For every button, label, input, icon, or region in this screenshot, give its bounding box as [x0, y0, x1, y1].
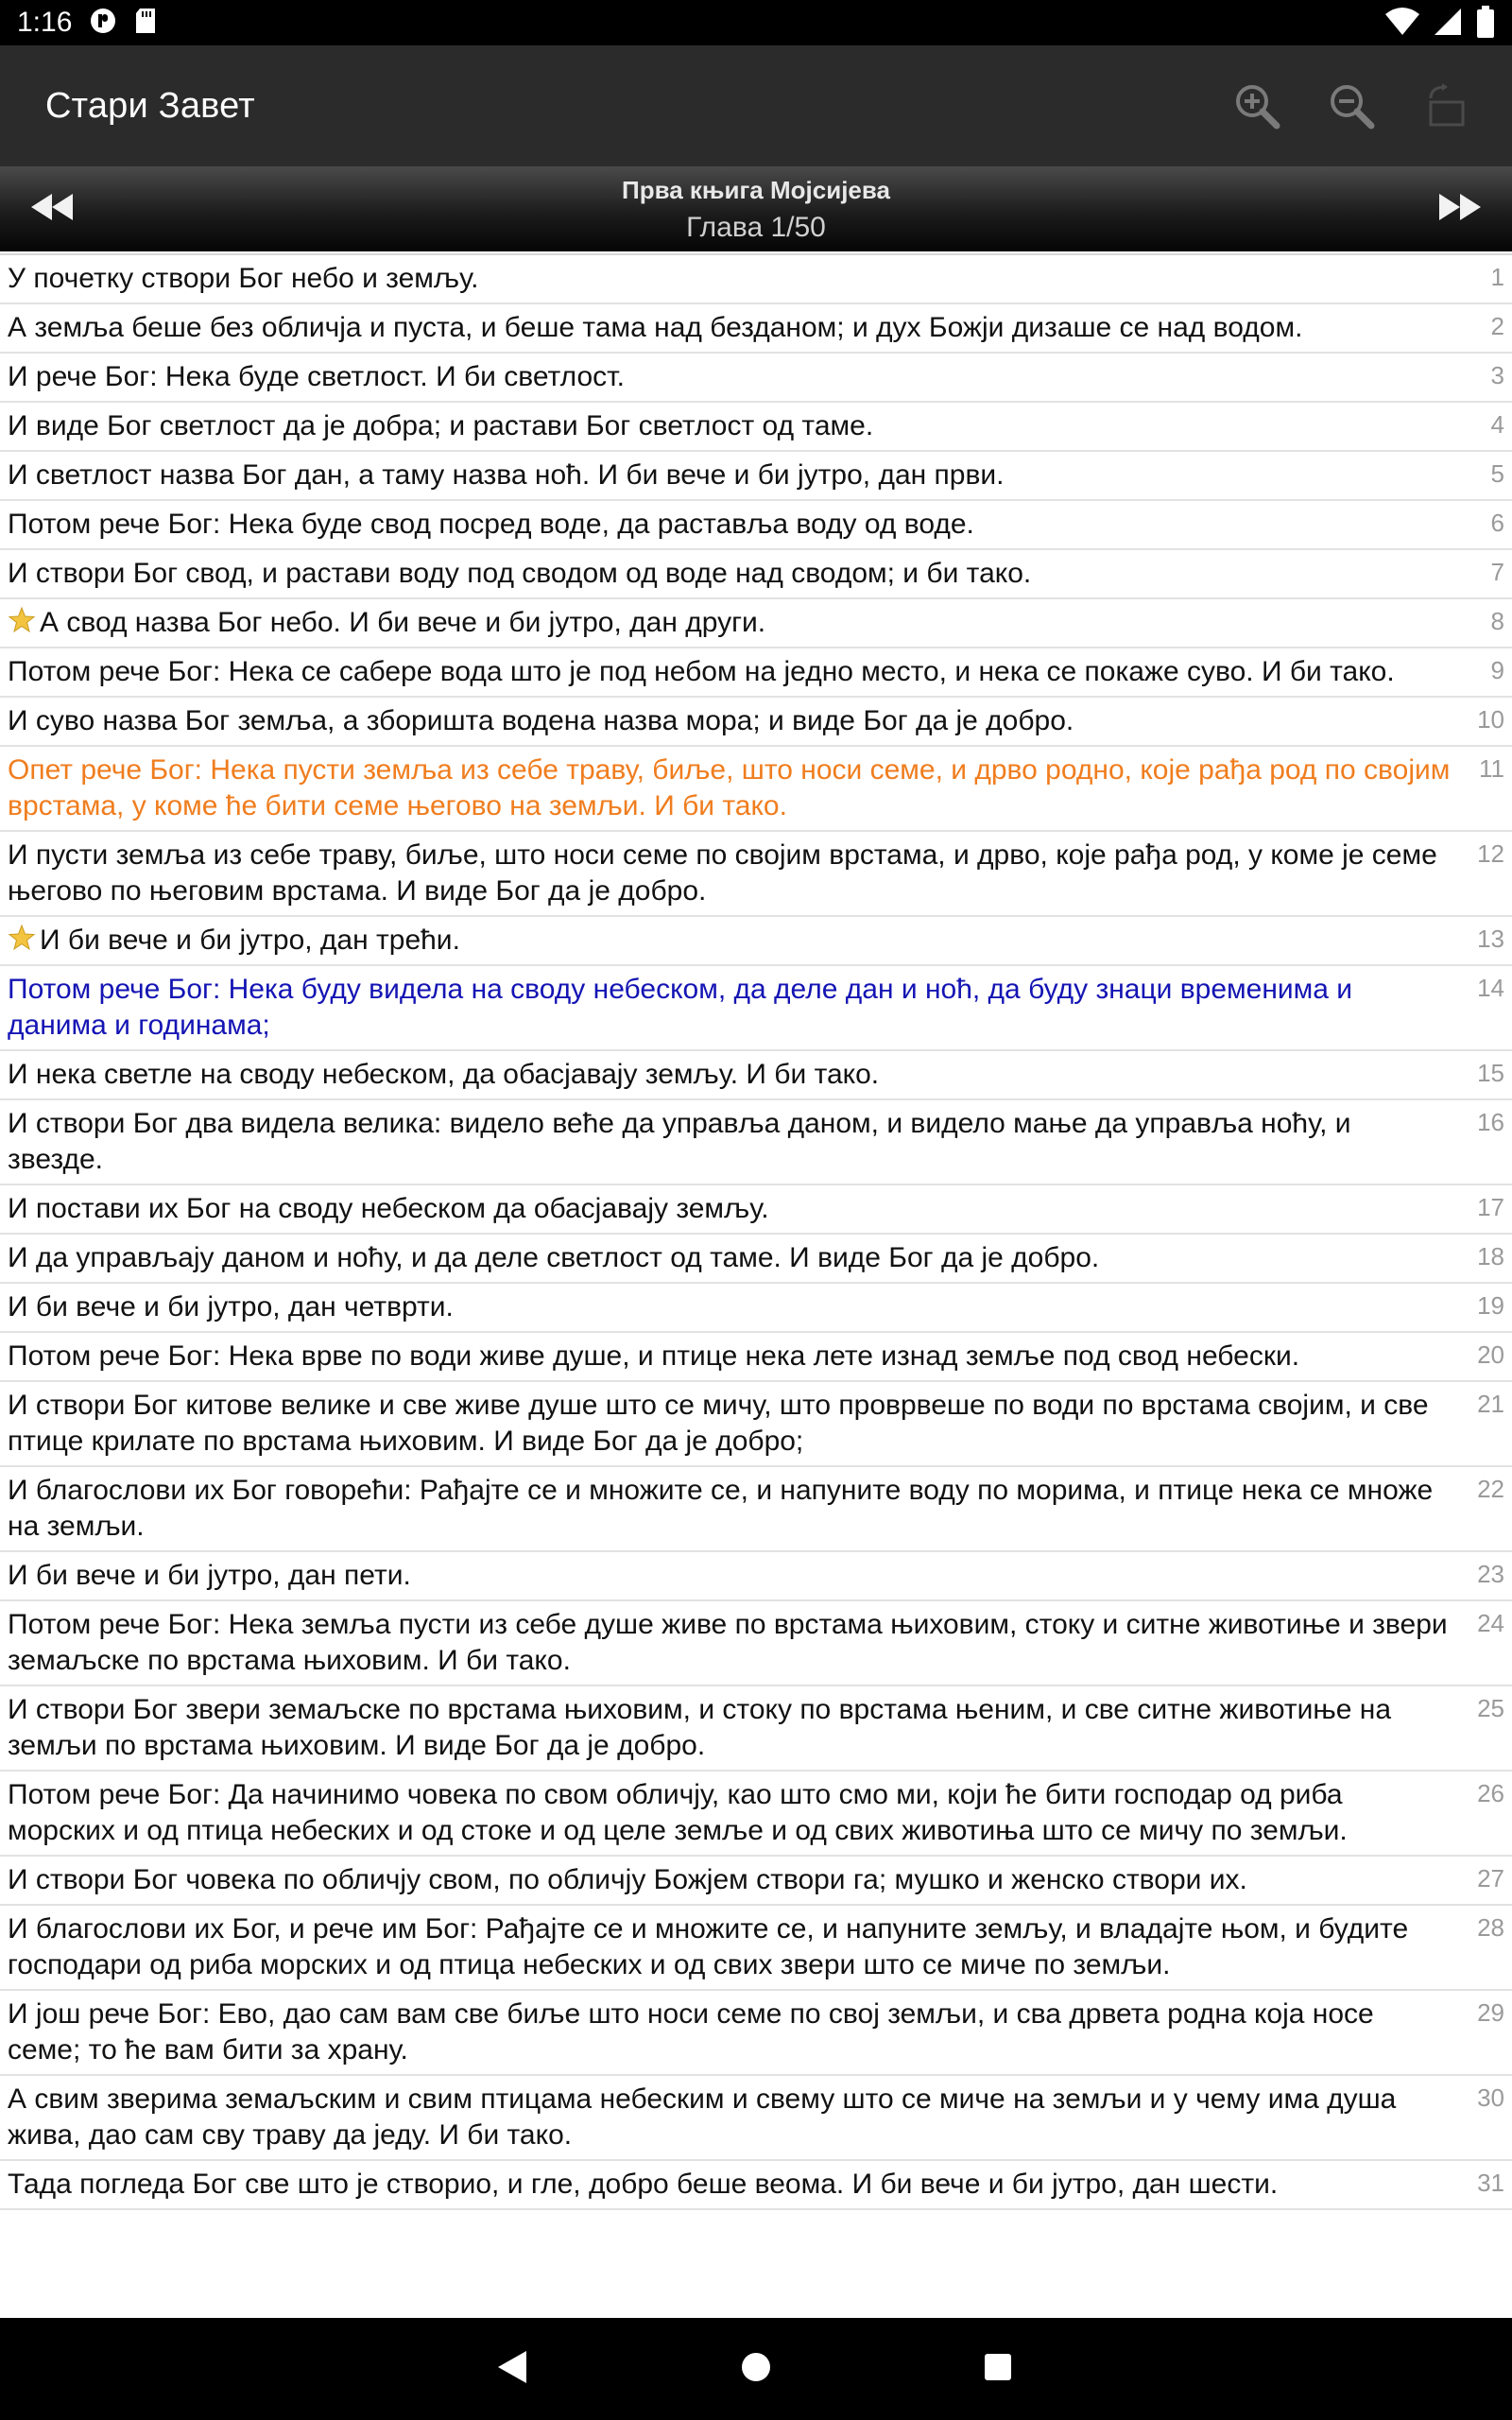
verse-number: 16 [1477, 1108, 1504, 1136]
verse-row[interactable] [0, 403, 1512, 452]
system-navigation-bar [0, 2318, 1512, 2420]
verse-row[interactable] [0, 1185, 1512, 1235]
verse-row[interactable] [0, 255, 1512, 304]
verse-number: 17 [1477, 1193, 1504, 1221]
app-title: Стари Завет [45, 85, 255, 126]
app-notification-icon [89, 7, 117, 40]
verse-number: 29 [1477, 1998, 1504, 2027]
verse-number: 3 [1490, 361, 1504, 389]
verse-text [8, 605, 1452, 641]
verse-number: 31 [1477, 2169, 1504, 2197]
verse-content: Потом рече Бог: Нека земља пусти из себе душе живе по врстама њиховим, стоку и ситне животиње и звери земаљске по врстама њиховим. И би тако. [8, 1609, 1448, 1676]
verse-content: А свим зверима земаљским и свим птицама небеским и свему што се миче на земљи и у чему има душа жива, дао сам сву траву да једу. И би тако. [8, 2083, 1397, 2151]
status-time: 1:16 [17, 7, 73, 38]
verse-text [8, 752, 1452, 824]
verse-row[interactable] [0, 1906, 1512, 1991]
verse-content: И виде Бог светлост да је добра; и растави Бог светлост од таме. [8, 410, 874, 441]
verse-text [8, 1339, 1452, 1374]
verse-row[interactable] [0, 917, 1512, 966]
verse-text [8, 408, 1452, 444]
verse-content: И би вече и би јутро, дан четврти. [8, 1291, 454, 1322]
verse-row[interactable] [0, 2161, 1512, 2210]
verse-text [8, 261, 1452, 297]
verse-content: И би вече и би јутро, дан пети. [8, 1560, 411, 1591]
verse-row[interactable] [0, 1552, 1512, 1601]
verse-number: 24 [1477, 1609, 1504, 1637]
verse-content: И светлост назва Бог дан, а таму назва ноћ. И би вече и би јутро, дан први. [8, 459, 1005, 491]
verse-content: И благослови их Бог говорећи: Рађајте се и множите се, и напуните воду по морима, и птице нека се множе на земљи. [8, 1475, 1434, 1542]
verse-number: 21 [1477, 1390, 1504, 1418]
verse-text [8, 1777, 1452, 1849]
verse-row[interactable] [0, 966, 1512, 1051]
verse-text [8, 1558, 1452, 1594]
verse-text [8, 1191, 1452, 1227]
verse-row[interactable] [0, 501, 1512, 550]
verse-text [8, 359, 1452, 395]
verse-list[interactable] [0, 253, 1512, 2320]
rotate-icon [1421, 81, 1470, 135]
verse-number: 28 [1477, 1913, 1504, 1942]
verse-content: Тада погледа Бог све што је створио, и гле, добро беше веома. И би вече и би јутро, дан шести. [8, 2169, 1279, 2200]
verse-row[interactable] [0, 1601, 1512, 1686]
verse-row[interactable] [0, 1100, 1512, 1185]
verse-row[interactable] [0, 1991, 1512, 2076]
verse-content: И рече Бог: Нека буде светлост. И би светлост. [8, 361, 625, 392]
verse-number: 6 [1490, 509, 1504, 537]
verse-text [8, 1911, 1452, 1983]
verse-row[interactable] [0, 1284, 1512, 1333]
verse-text [8, 2082, 1452, 2153]
verse-number: 12 [1477, 839, 1504, 868]
wifi-icon [1385, 7, 1419, 42]
next-chapter-button[interactable] [1427, 185, 1493, 233]
verse-text [8, 1106, 1452, 1178]
fast-forward-icon [1437, 192, 1483, 227]
back-icon [496, 2349, 528, 2390]
verse-text [8, 1862, 1452, 1898]
verse-text [8, 1607, 1452, 1679]
verse-row[interactable] [0, 1051, 1512, 1100]
verse-row[interactable] [0, 1235, 1512, 1284]
verse-content: И створи Бог човека по обличју свом, по обличју Божјем створи га; мушко и женско створи их. [8, 1864, 1247, 1895]
app-bar [0, 45, 1512, 166]
verse-text [8, 1473, 1452, 1545]
verse-number: 23 [1477, 1560, 1504, 1588]
verse-row[interactable] [0, 698, 1512, 747]
verse-number: 11 [1479, 754, 1504, 783]
zoom-in-icon [1232, 81, 1281, 135]
verse-number: 27 [1477, 1864, 1504, 1893]
verse-row[interactable] [0, 1857, 1512, 1906]
book-title: Прва књига Мојсијева [622, 176, 890, 204]
verse-text [8, 458, 1452, 493]
verse-text [8, 703, 1452, 739]
battery-icon [1476, 6, 1495, 43]
verse-row[interactable] [0, 747, 1512, 832]
recents-button[interactable] [973, 2344, 1022, 2394]
verse-number: 4 [1490, 410, 1504, 439]
verse-content: Потом рече Бог: Нека буде свод посред воде, да раставља воду од воде. [8, 509, 974, 540]
verse-row[interactable] [0, 2076, 1512, 2161]
verse-row[interactable] [0, 1382, 1512, 1467]
verse-row[interactable] [0, 599, 1512, 648]
verse-number: 5 [1490, 459, 1504, 488]
verse-number: 15 [1477, 1059, 1504, 1087]
chapter-indicator: Глава 1/50 [686, 212, 826, 243]
verse-text [8, 1388, 1452, 1460]
verse-number: 26 [1477, 1779, 1504, 1807]
verse-number: 30 [1477, 2083, 1504, 2112]
verse-row[interactable] [0, 1467, 1512, 1552]
verse-text [8, 1692, 1452, 1764]
verse-text [8, 1289, 1452, 1325]
verse-text [8, 1057, 1452, 1093]
verse-content: И створи Бог китове велике и све живе душе што се мичу, што проврвеше по води по врстама својим, и све птице крилате по врстама њиховим. И виде Бог да је добро; [8, 1390, 1429, 1457]
verse-content: Потом рече Бог: Нека врве по води живе душе, и птице нека лете изнад земље под свод небески. [8, 1340, 1300, 1372]
status-bar [0, 0, 1512, 45]
verse-number: 25 [1477, 1694, 1504, 1722]
verse-row[interactable] [0, 1772, 1512, 1857]
verse-content: И нека светле на своду небеском, да обасјавају земљу. И би тако. [8, 1059, 880, 1090]
verse-text [8, 556, 1452, 592]
bookmark-star-icon [8, 925, 40, 956]
bookmark-star-icon [8, 607, 40, 638]
verse-number: 20 [1477, 1340, 1504, 1369]
verse-content: И суво назва Бог земља, а зборишта водена назва мора; и виде Бог да је добро. [8, 705, 1074, 736]
verse-number: 8 [1490, 607, 1504, 635]
verse-row[interactable] [0, 550, 1512, 599]
verse-number: 10 [1477, 705, 1504, 734]
verse-content: И да управљају даном и ноћу, и да деле светлост од таме. И виде Бог да је добро. [8, 1242, 1100, 1273]
verse-text [8, 838, 1452, 909]
verse-text [8, 972, 1452, 1044]
verse-text [8, 507, 1452, 543]
verse-number: 13 [1477, 925, 1504, 953]
verse-row[interactable] [0, 304, 1512, 354]
zoom-out-icon [1327, 81, 1376, 135]
verse-number: 1 [1490, 263, 1504, 291]
verse-text [8, 2167, 1452, 2203]
verse-content: И створи Бог свод, и растави воду под сводом од воде над сводом; и би тако. [8, 558, 1032, 589]
recents-icon [983, 2352, 1013, 2387]
verse-content: Потом рече Бог: Нека буду видела на своду небеском, да деле дан и ноћ, да буду знаци временима и данима и годинама; [8, 974, 1353, 1041]
verse-number: 22 [1477, 1475, 1504, 1503]
verse-content: Опет рече Бог: Нека пусти земља из себе траву, биље, што носи семе, и дрво родно, које рађа род по својим врстама, у коме ће бити семе његово на земљи. И би тако. [8, 754, 1451, 821]
verse-content: Потом рече Бог: Да начинимо човека по свом обличју, као што смо ми, који ће бити господар од риба морских и од птица небеских и од стоке и од целе земље и од свих животиња што се мичу по земљи. [8, 1779, 1348, 1846]
verse-number: 2 [1490, 312, 1504, 340]
verse-row[interactable] [0, 354, 1512, 403]
verse-content: И створи Бог звери земаљске по врстама њиховим, и стоку по врстама њеним, и све ситне животиње на земљи по врстама њиховим. И виде Бог да је добро. [8, 1694, 1392, 1761]
zoom-out-button[interactable] [1323, 79, 1380, 136]
verse-number: 18 [1477, 1242, 1504, 1270]
verse-content: А свод назва Бог небо. И би вече и би јутро, дан други. [40, 607, 766, 638]
zoom-in-button[interactable] [1228, 79, 1285, 136]
verse-text [8, 654, 1452, 690]
verse-number: 14 [1477, 974, 1504, 1002]
verse-text [8, 923, 1452, 959]
verse-row[interactable] [0, 648, 1512, 698]
sd-card-icon [134, 7, 157, 40]
verse-row[interactable] [0, 1686, 1512, 1772]
signal-icon [1433, 7, 1463, 42]
verse-row[interactable] [0, 452, 1512, 501]
verse-number: 9 [1490, 656, 1504, 684]
verse-content: Потом рече Бог: Нека се сабере вода што је под небом на једно место, и нека се покаже суво. И би тако. [8, 656, 1395, 687]
verse-row[interactable] [0, 832, 1512, 917]
verse-content: И пусти земља из себе траву, биље, што носи семе по својим врстама, и дрво, које рађа род, у коме је семе његово по његовим врстама. И виде Бог да је добро. [8, 839, 1437, 907]
home-button[interactable] [731, 2344, 781, 2394]
verse-content: И постави их Бог на своду небеском да обасјавају земљу. [8, 1193, 769, 1224]
verse-content: И створи Бог два видела велика: видело веће да управља даном, и видело мање да управља ноћу, и звезде. [8, 1108, 1351, 1175]
verse-content: И благослови их Бог, и рече им Бог: Рађајте се и множите се, и напуните земљу, и владајте њом, и будите господари од риба морских и од птица небеских и од свих звери што се миче по земљи. [8, 1913, 1409, 1980]
app-actions [1228, 79, 1474, 136]
rotate-button[interactable] [1418, 79, 1474, 136]
back-button[interactable] [488, 2344, 537, 2394]
verse-row[interactable] [0, 1333, 1512, 1382]
verse-content: И још рече Бог: Ево, дао сам вам све биље што носи семе по свој земљи, и сва дрвета родна која носе семе; то ће вам бити за храну. [8, 1998, 1374, 2066]
verse-text [8, 1996, 1452, 2068]
home-icon [740, 2351, 772, 2388]
verse-text [8, 310, 1452, 346]
verse-content: У почетку створи Бог небо и земљу. [8, 263, 479, 294]
verse-text [8, 1240, 1452, 1276]
verse-content: И би вече и би јутро, дан трећи. [40, 925, 460, 956]
verse-number: 19 [1477, 1291, 1504, 1320]
chapter-navigation-bar [0, 166, 1512, 251]
verse-content: А земља беше без обличја и пуста, и беше тама над безданом; и дух Божји дизаше се над водом. [8, 312, 1303, 343]
verse-number: 7 [1490, 558, 1504, 586]
